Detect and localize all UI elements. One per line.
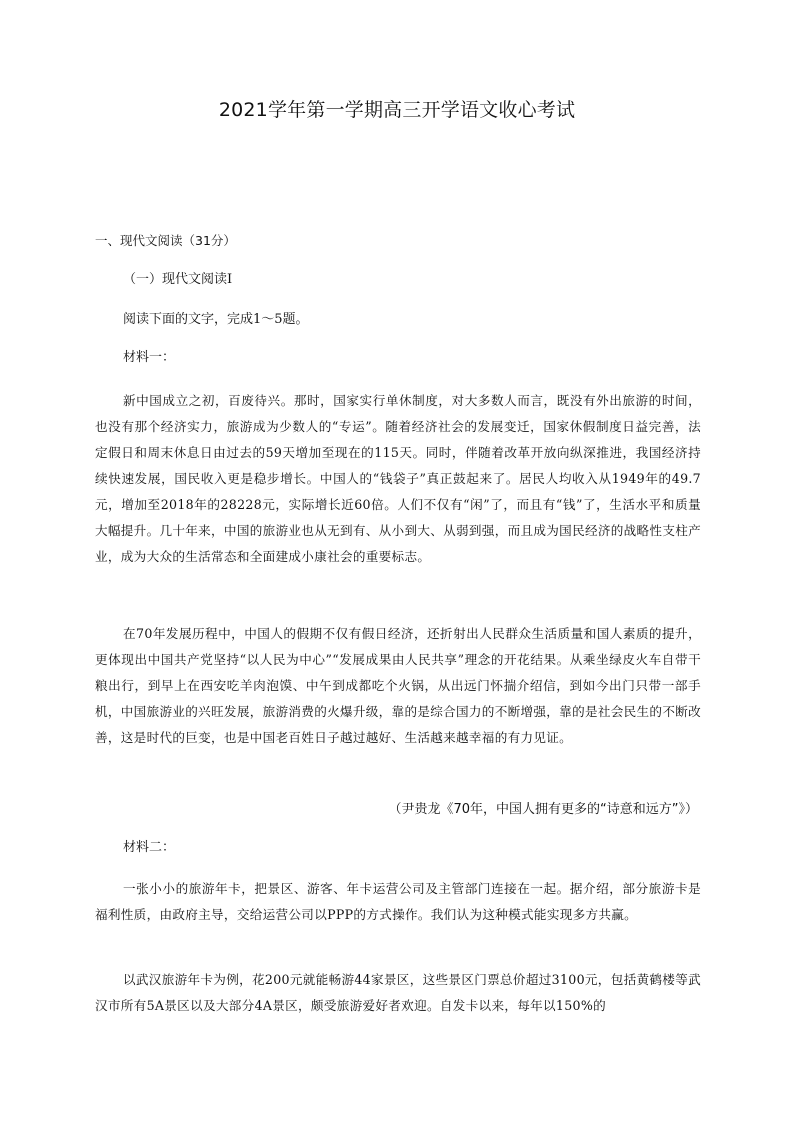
material-one-source-citation: （尹贵龙《70年，中国人拥有更多的“诗意和远方”》）	[388, 802, 698, 817]
subsection-heading: （一）现代文阅读Ⅰ	[123, 272, 233, 287]
section-heading: 一、现代文阅读（31分）	[95, 233, 236, 248]
material-one-label: 材料一：	[123, 350, 176, 365]
material-one-paragraph-1: 新中国成立之初，百废待兴。那时，国家实行单休制度，对大多数人而言，既没有外出旅游的时间，也没有那个经济实力，旅游成为少数人的“专运”。随着经济社会的发展变迁，国家休假制度日益完善，法定假日和周末休息日由过去的59天增加至现在的115天。同时，伴随着改革开放向纵深推进，我国经济持续快速发展，国民收入更是稳步增长。中国人的“钱袋子”真正鼓起来了。居民人均收入从1949年的49.7元，增加至2018年的28228元，实际增长近60倍。人们不仅有“闲”了，而且有“钱”了，生活水平和质量大幅提升。几十年来，中国的旅游业也从无到有、从小到大、从弱到强，而且成为国民经济的战略性支柱产业，成为大众的生活常态和全面建成小康社会的重要标志。	[95, 393, 702, 564]
material-two-label: 材料二：	[123, 840, 176, 855]
instruction-text: 阅读下面的文字，完成1～5题。	[123, 312, 309, 327]
material-one-paragraph-2: 在70年发展历程中，中国人的假期不仅有假日经济，还折射出人民群众生活质量和国人素质的提升，更体现出中国共产党坚持“以人民为中心”“发展成果由人民共享”理念的开花结果。从乘坐绿皮火车自带干粮出行，到早上在西安吃羊肉泡馍、中午到成都吃个火锅，从出远门怀揣介绍信，到如今出门只带一部手机，中国旅游业的兴旺发展，旅游消费的火爆升级，靠的是综合国力的不断增强，靠的是社会民生的不断改善，这是时代的巨变，也是中国老百姓日子越过越好、生活越来越幸福的有力见证。	[95, 626, 702, 745]
material-two-paragraph-2: 以武汉旅游年卡为例，花200元就能畅游44家景区，这些景区门票总价超过3100元，包括黄鹤楼等武汉市所有5A景区以及大部分4A景区，颇受旅游爱好者欢迎。自发卡以来，每年以150%的	[95, 972, 701, 1013]
page-title: 2021学年第一学期高三开学语文收心考试	[218, 99, 576, 121]
material-two-paragraph-1: 一张小小的旅游年卡，把景区、游客、年卡运营公司及主管部门连接在一起。据介绍，部分旅游卡是福利性质，由政府主导，交给运营公司以PPP的方式操作。我们认为这种模式能实现多方共赢。	[95, 881, 701, 922]
